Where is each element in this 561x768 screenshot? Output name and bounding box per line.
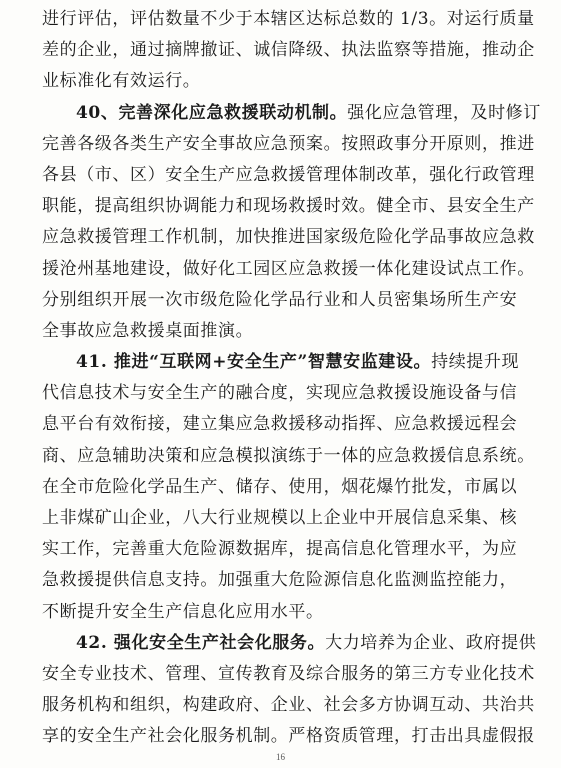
paragraph-line (42, 285, 528, 316)
line-text: 业标准化有效运行。 (42, 71, 201, 92)
paragraph-line (42, 191, 535, 222)
line-text: 分别组织开展一次市级危险化学品行业和人员密集场所生产安 (42, 289, 518, 310)
line-text: 完善各级各类生产安全事故应急预案。按照政事分开原则，推进 (42, 133, 535, 154)
section-heading-line (42, 347, 528, 378)
line-text: 进行评估，评估数量不少于本辖区达标总数的 1/3。对运行质量 (42, 9, 535, 29)
line-text: 应急救援管理工作机制，加快推进国家级危险化学品事故应急救 (42, 227, 535, 248)
paragraph-line (42, 66, 528, 97)
line-text: 实工作，完善重大危险源数据库，提高信息化管理水平，为应 (42, 539, 518, 560)
paragraph-line (42, 254, 535, 285)
paragraph-line (42, 160, 535, 191)
paragraph-line (42, 472, 528, 503)
paragraph-line (42, 721, 535, 752)
line-text: 强化应急管理，及时修订 (347, 102, 541, 123)
line-text: 代信息技术与安全生产的融合度，实现应急救援设施设备与信 (42, 383, 518, 404)
paragraph-line (42, 4, 535, 35)
paragraph-line (42, 409, 528, 440)
paragraph-line (42, 378, 528, 409)
line-text: 息平台有效衔接，建立集应急救援移动指挥、应急救援远程会 (42, 414, 518, 435)
line-text: 全事故应急救援桌面推演。 (42, 320, 254, 341)
line-text: 大力培养为企业、政府提供 (325, 632, 537, 653)
line-text: 服务机构和组织，构建政府、企业、社会多方协调互动、共治共 (42, 695, 535, 716)
page-number: 16 (276, 752, 285, 762)
paragraph-line (42, 316, 528, 347)
section-heading: 40、完善深化应急救援联动机制。 (76, 102, 348, 123)
paragraph-line (42, 222, 535, 253)
section-heading-line (42, 98, 541, 129)
line-text: 不断提升安全生产信息化应用水平。 (42, 601, 324, 622)
line-text: 持续提升现 (431, 352, 520, 373)
line-text: 在全市危险化学品生产、储存、使用，烟花爆竹批发，市属以 (42, 476, 518, 497)
line-text: 安全专业技术、管理、宣传教育及综合服务的第三方专业化技术 (42, 663, 535, 684)
paragraph-line (42, 503, 528, 534)
paragraph-line (42, 597, 528, 628)
paragraph-line (42, 659, 535, 690)
line-text: 商、应急辅助决策和应急模拟演练于一体的应急救援信息系统。 (42, 445, 535, 466)
line-text: 各县（市、区）安全生产应急救援管理体制改革，强化行政管理 (42, 164, 535, 185)
line-text: 差的企业，通过摘牌撤证、诚信降级、执法监察等措施，推动企 (42, 40, 535, 61)
line-text: 职能，提高组织协调能力和现场救援时效。健全市、县安全生产 (42, 196, 535, 217)
section-heading: 41. 推进“互联网+安全生产”智慧安监建设。 (76, 352, 432, 373)
line-text: 援沧州基地建设，做好化工园区应急救援一体化建设试点工作。 (42, 258, 535, 279)
line-text: 上非煤矿山企业，八大行业规模以上企业中开展信息采集、核 (42, 508, 518, 528)
paragraph-line (42, 534, 528, 565)
line-text: 享的安全生产社会化服务机制。严格资质管理，打击出具虚假报 (42, 726, 535, 747)
body-text (42, 4, 541, 753)
paragraph-line (42, 441, 535, 472)
section-heading: 42. 强化安全生产社会化服务。 (76, 632, 326, 653)
section-heading-line (42, 628, 537, 659)
paragraph-line (42, 129, 535, 160)
paragraph-line (42, 565, 528, 596)
paragraph-line (42, 690, 535, 721)
line-text: 急救援提供信息支持。加强重大危险源信息化监测监控能力， (42, 570, 518, 591)
paragraph-line (42, 35, 535, 66)
